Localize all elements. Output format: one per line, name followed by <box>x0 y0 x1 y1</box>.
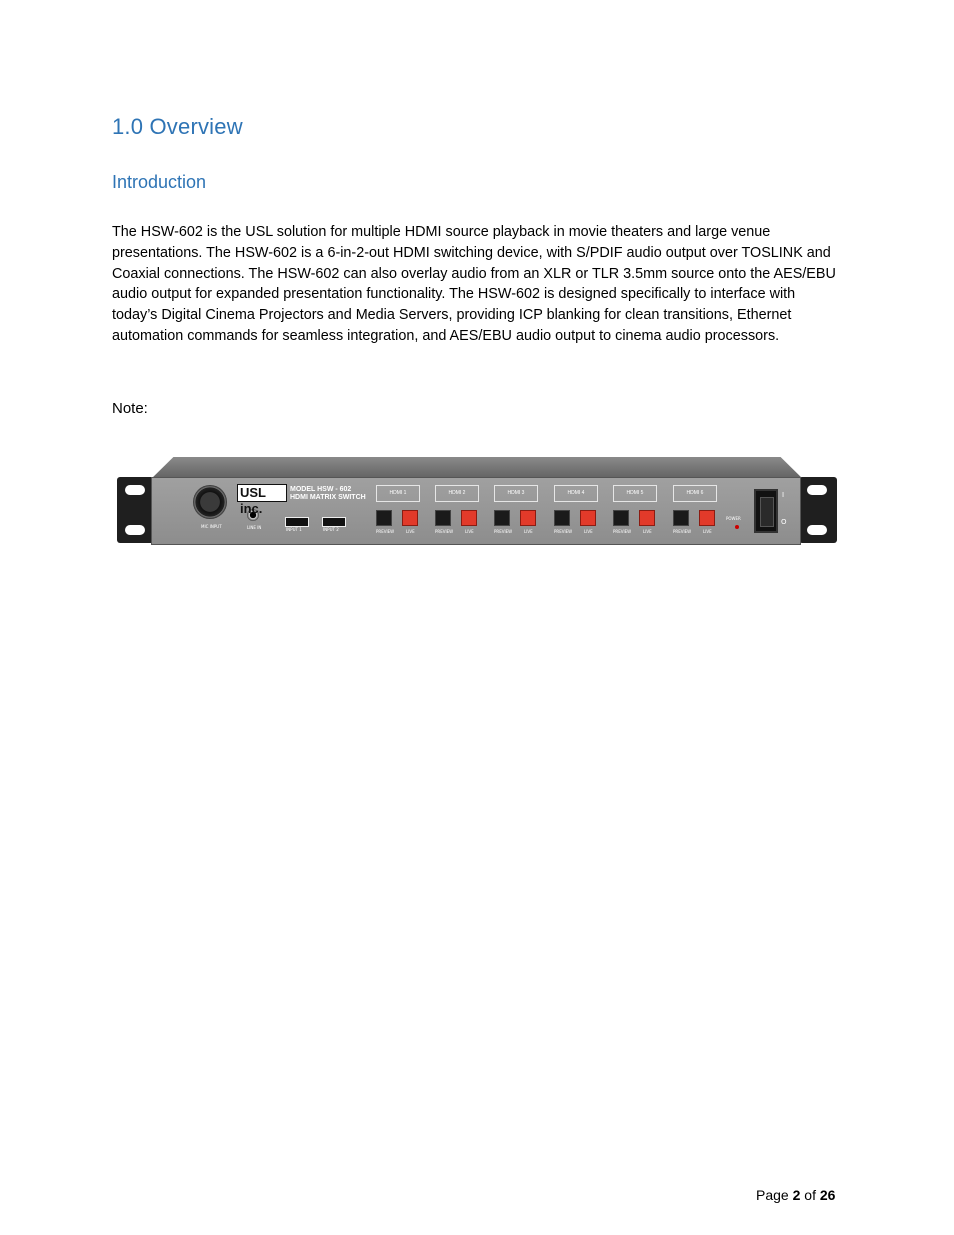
input1-label: INPUT 1 <box>286 527 302 532</box>
power-label: POWER <box>726 516 741 521</box>
power-led-icon <box>735 525 739 529</box>
live-label: LIVE <box>643 529 652 534</box>
hdmi-port-icon <box>285 517 309 527</box>
total-pages-number: 26 <box>819 1187 836 1203</box>
live-button-2 <box>461 510 477 526</box>
live-button-5 <box>639 510 655 526</box>
current-page-number: 2 <box>792 1187 801 1203</box>
live-label: LIVE <box>584 529 593 534</box>
preview-label: PREVIEW <box>673 529 692 534</box>
preview-button-2 <box>435 510 451 526</box>
model-line-1: MODEL HSW - 602 <box>290 486 352 493</box>
preview-button-4 <box>554 510 570 526</box>
rack-ear-left <box>117 477 155 543</box>
mic-input-label: MIC INPUT <box>201 524 222 529</box>
hdmi-5-label: HDMI 5 <box>613 485 657 502</box>
preview-label: PREVIEW <box>554 529 573 534</box>
model-line-2: HDMI MATRIX SWITCH <box>290 494 366 501</box>
hdmi-6-label: HDMI 6 <box>673 485 717 502</box>
live-button-6 <box>699 510 715 526</box>
switch-rocker <box>760 497 774 527</box>
preview-button-1 <box>376 510 392 526</box>
hdmi-2-label: HDMI 2 <box>435 485 479 502</box>
note-label: Note: <box>112 400 148 417</box>
preview-button-5 <box>613 510 629 526</box>
hdmi-3-label: HDMI 3 <box>494 485 538 502</box>
preview-label: PREVIEW <box>435 529 454 534</box>
live-button-3 <box>520 510 536 526</box>
live-button-4 <box>580 510 596 526</box>
power-switch-icon <box>754 489 778 533</box>
switch-off-mark: O <box>781 518 787 526</box>
rack-slot <box>807 485 827 495</box>
rack-slot <box>125 525 145 535</box>
live-label: LIVE <box>406 529 415 534</box>
hdmi-1-label: HDMI 1 <box>376 485 420 502</box>
hdmi-port-icon <box>322 517 346 527</box>
rack-slot <box>807 525 827 535</box>
intro-paragraph: The HSW-602 is the USL solution for multiple HDMI source playback in movie theaters and large venue presentations. The HSW-602 is a 6-in-2-out HDMI switching device, with S/PDIF audio output over TOSLINK and Coaxial connections. The HSW-602 can also overlay audio from an XLR or TLR 3.5mm source onto the AES/EBU audio output for expanded presentation functionality. The HSW-602 is designed specifically to interface with today’s Digital Cinema Projectors and Media Servers, providing ICP blanking for clean transitions, Ethernet automation commands for seamless integration, and AES/EBU audio output to cinema audio processors. <box>112 224 836 344</box>
preview-label: PREVIEW <box>613 529 632 534</box>
section-heading: 1.0 Overview <box>112 114 243 139</box>
footer-middle: of <box>800 1187 820 1203</box>
usl-logo: USL inc. <box>237 484 287 502</box>
preview-label: PREVIEW <box>376 529 395 534</box>
live-label: LIVE <box>465 529 474 534</box>
live-label: LIVE <box>703 529 712 534</box>
footer-prefix: Page <box>756 1187 793 1203</box>
hsw-602-device-image <box>117 455 837 545</box>
preview-button-3 <box>494 510 510 526</box>
input2-label: INPUT 2 <box>323 527 339 532</box>
live-label: LIVE <box>524 529 533 534</box>
rack-ear-right <box>799 477 837 543</box>
hdmi-4-label: HDMI 4 <box>554 485 598 502</box>
live-button-1 <box>402 510 418 526</box>
model-text <box>290 486 366 502</box>
subsection-heading: Introduction <box>112 172 207 192</box>
preview-label: PREVIEW <box>494 529 513 534</box>
line-in-label: LINE IN <box>247 525 262 530</box>
xlr-connector-icon <box>193 485 227 519</box>
preview-button-6 <box>673 510 689 526</box>
rack-slot <box>125 485 145 495</box>
switch-on-mark: I <box>782 491 785 499</box>
page-footer <box>756 1187 835 1203</box>
